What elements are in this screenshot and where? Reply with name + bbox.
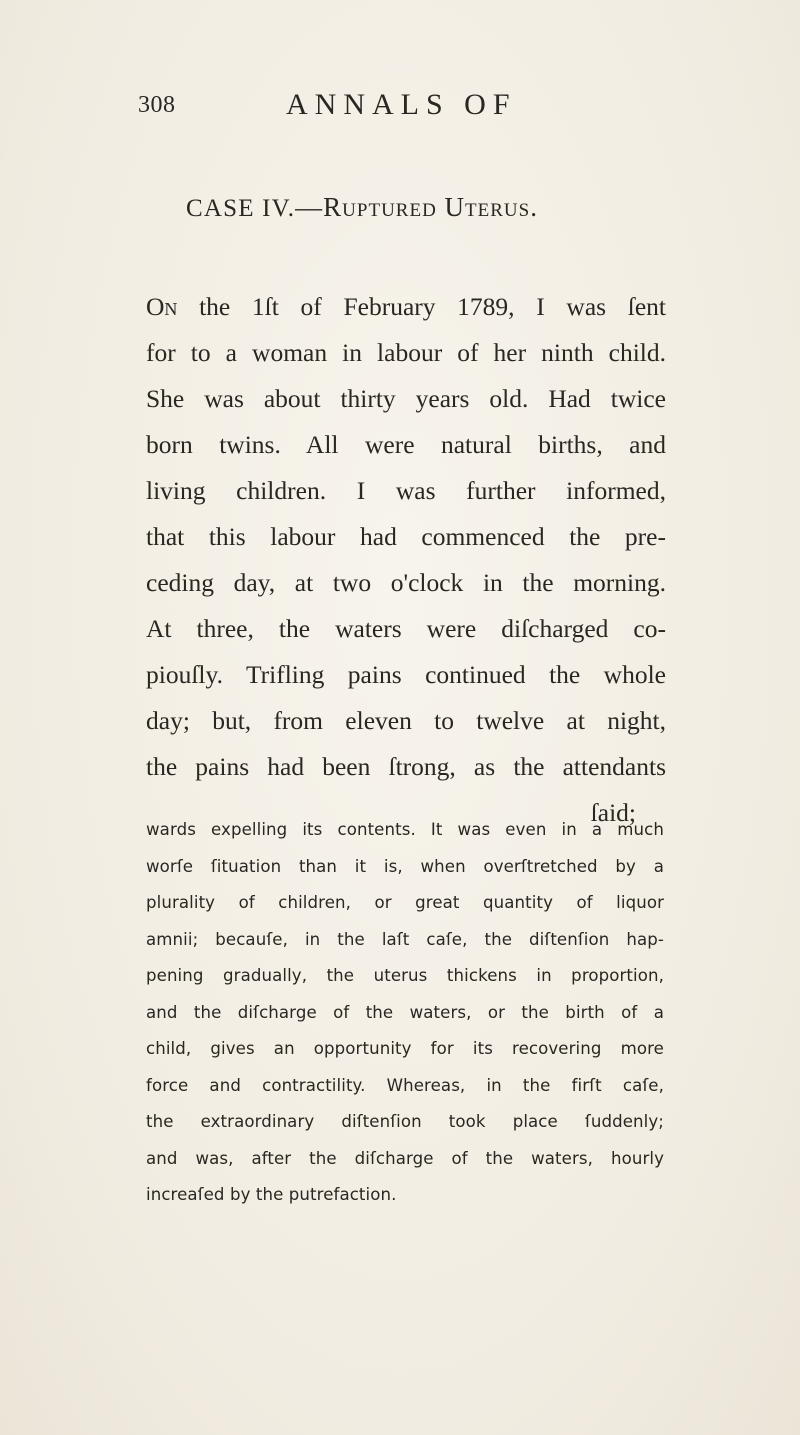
case-label: CASE IV. [186, 195, 296, 222]
main-text-line: piouſly. Trifling pains continued the whole [146, 660, 666, 689]
footnote-line: amnii; becauſe, in the laſt caſe, the diſtenſion hap- [146, 929, 664, 949]
footnote-line: pening gradually, the uterus thickens in proportion, [146, 966, 664, 985]
main-text-line-content: the 1ſt of February 1789, I was ſent [177, 292, 666, 321]
footnote-line: force and contractility. Whereas, in the firſt caſe, [146, 1075, 664, 1095]
main-text-line: the pains had been ſtrong, as the attendants [146, 752, 666, 781]
main-text-line: that this labour had commenced the pre- [146, 522, 666, 551]
page-number: 308 [138, 92, 176, 118]
footnote-line: wards expelling its contents. It was even in a much [146, 820, 664, 839]
catchword: ſaid; [590, 798, 636, 827]
main-text-line: At three, the waters were diſcharged co- [146, 614, 666, 643]
main-text-line: born twins. All were natural births, and [146, 430, 666, 459]
main-text-line: living children. I was further informed, [146, 476, 666, 505]
footnote [146, 812, 664, 1214]
main-text [146, 284, 666, 836]
main-text-line: for to a woman in labour of her ninth child. [146, 338, 666, 367]
main-text-line: She was about thirty years old. Had twice [146, 384, 666, 413]
footnote-line: worſe ſituation than it is, when overſtretched by a [146, 856, 664, 876]
main-text-line: ceding day, at two o'clock in the morning. [146, 568, 666, 597]
case-heading [186, 192, 538, 223]
footnote-line: the extraordinary diſtenſion took place ſuddenly; [146, 1112, 664, 1131]
main-text-line [146, 284, 666, 330]
case-title: —Ruptured Uterus. [295, 192, 538, 222]
footnote-line: plurality of children, or great quantity of liquor [146, 893, 664, 912]
footnote-line: and the diſcharge of the waters, or the birth of a [146, 1002, 664, 1022]
footnote-line: and was, after the diſcharge of the waters, hourly [146, 1148, 664, 1168]
footnote-line: increaſed by the putrefaction. [146, 1185, 397, 1204]
first-word: On [146, 292, 178, 321]
running-head [138, 88, 658, 128]
footnote-line: child, gives an opportunity for its recovering more [146, 1039, 664, 1058]
running-title: ANNALS OF [286, 88, 517, 121]
main-text-line: day; but, from eleven to twelve at night, [146, 706, 666, 735]
